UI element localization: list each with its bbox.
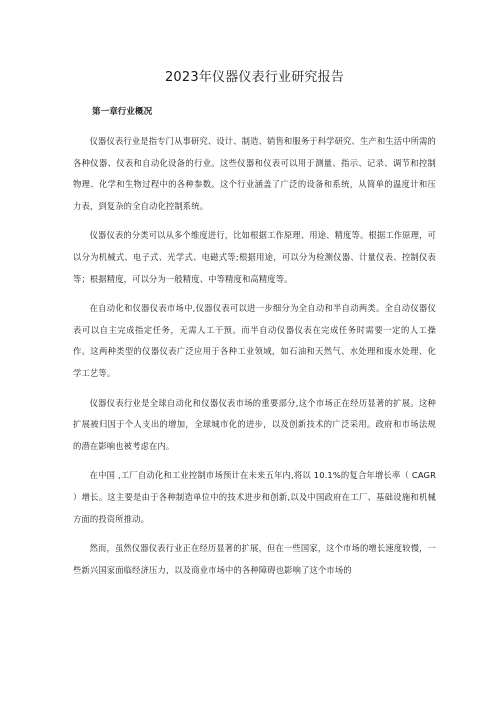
paragraph-2: 仪器仪表的分类可以从多个维度进行，比如根据工作原理、用途、精度等。根据工作原理，可以分为机械式、电子式、光学式、电磁式等;根据用途，可以分为检测仪器、计量仪表、控制仪表等；根据精度，可以分为一般精度、中等精度和高精度等。 bbox=[73, 230, 436, 284]
document-title: 2023年仪器仪表行业研究报告 bbox=[164, 70, 345, 85]
paragraph-5: 在中国 ,工厂自动化和工业控制市场预计在未来五年内,将以 10.1%的复合年增长率（ CAGR ）增长。这主要是由于各种制造单位中的技术进步和创新,以及中国政府在工厂、基础设施和机械方面的投资所推动。 bbox=[73, 470, 436, 524]
paragraph-3: 在自动化和仪器仪表市场中,仪器仪表可以进一步细分为全自动和半自动两类。全自动仪器仪表可以自主完成指定任务，无需人工干预。而半自动仪器仪表在完成任务时需要一定的人工操作。这两种类型的仪器仪表广泛应用于各种工业领域，如石油和天然气、水处理和废水处理、化学工艺等。 bbox=[73, 303, 436, 378]
paragraph-1: 仪器仪表行业是指专门从事研究、设计、制造、销售和服务于科学研究、生产和生活中所需的各种仪器、仪表和自动化设备的行业。这些仪器和仪表可以用于测量、指示、记录、调节和控制物理、化学和生物过程中的各种参数。这个行业涵盖了广泛的设备和系统，从简单的温度计和压力表，到复杂的全自动化控制系统。 bbox=[73, 136, 436, 211]
paragraph-6: 然而，虽然仪器仪表行业正在经历显著的扩展，但在一些国家，这个市场的增长速度较慢，一些新兴国家面临经济压力，以及商业市场中的各种障碍也影响了这个市场的 bbox=[73, 543, 436, 575]
paragraph-4: 仪器仪表行业是全球自动化和仪器仪表市场的重要部分,这个市场正在经历显著的扩展。这种扩展被归因于个人支出的增加，全球城市化的进步，以及创新技术的广泛采用。政府和市场法规的潜在影响也被考虑在内。 bbox=[73, 397, 436, 451]
chapter-heading: 第一章行业概况 bbox=[92, 107, 153, 117]
